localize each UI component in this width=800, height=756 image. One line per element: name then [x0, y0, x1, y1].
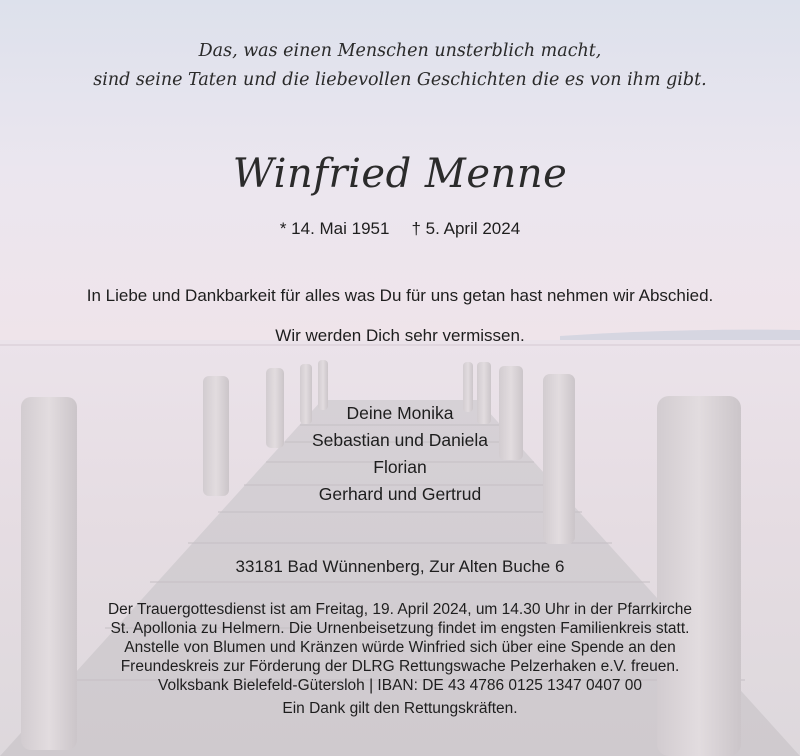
- mourner-line: Gerhard und Gertrud: [318, 484, 482, 504]
- miss-you-message: Wir werden Dich sehr vermissen.: [275, 326, 525, 345]
- memorial-quote: [0, 37, 800, 95]
- death-date: † 5. April 2024: [411, 219, 521, 238]
- family-address: 33181 Bad Wünnenberg, Zur Alten Buche 6: [235, 557, 565, 576]
- notice-line: St. Apollonia zu Helmern. Die Urnenbeisetzung findet im engsten Familienkreis statt.: [110, 620, 690, 637]
- mourners-list: [0, 400, 800, 508]
- quote-line-2: sind seine Taten und die liebevollen Geschichten die es von ihm gibt.: [93, 70, 707, 90]
- mourner-line: Deine Monika: [346, 403, 454, 423]
- notice-line: Ein Dank gilt den Rettungskräften.: [282, 700, 518, 717]
- quote-line-1: Das, was einen Menschen unsterblich macht,: [198, 41, 602, 61]
- notice-line: Der Trauergottesdienst ist am Freitag, 19. April 2024, um 14.30 Uhr in der Pfarrkirche: [107, 601, 693, 618]
- mourner-line: Florian: [373, 457, 427, 477]
- notice-line: Volksbank Bielefeld-Gütersloh | IBAN: DE 43 4786 0125 1347 0407 00: [158, 677, 642, 694]
- life-dates: [0, 219, 800, 239]
- service-notice: [0, 600, 800, 718]
- notice-line: Anstelle von Blumen und Kränzen würde Winfried sich über eine Spende an den: [124, 639, 676, 656]
- birth-date: * 14. Mai 1951: [279, 219, 390, 238]
- mourner-line: Sebastian und Daniela: [311, 430, 489, 450]
- farewell-message: In Liebe und Dankbarkeit für alles was Du für uns getan hast nehmen wir Abschied.: [86, 286, 714, 305]
- notice-line: Freundeskreis zur Förderung der DLRG Rettungswache Pelzerhaken e.V. freuen.: [120, 658, 680, 675]
- deceased-name: Winfried Menne: [232, 151, 568, 197]
